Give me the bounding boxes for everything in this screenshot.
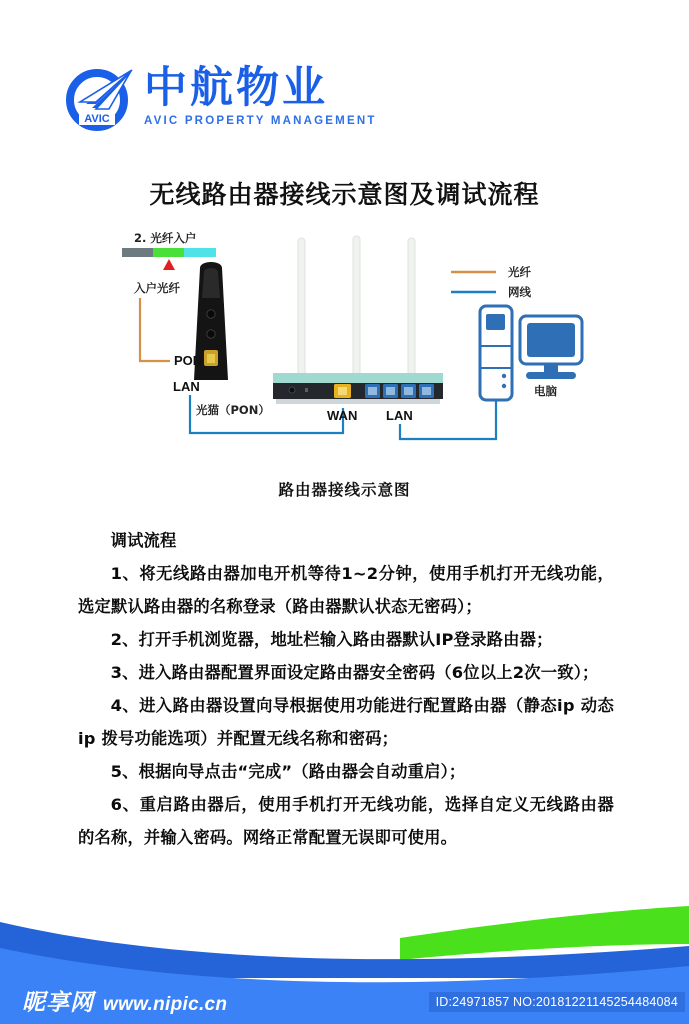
procedure-text-block bbox=[78, 524, 614, 854]
wiring-diagram bbox=[118, 228, 588, 443]
procedure-step: 2、打开手机浏览器，地址栏输入路由器默认IP登录路由器； bbox=[110, 630, 553, 649]
brand-header bbox=[62, 62, 377, 136]
asset-id-badge: ID:24971857 NO:20181221145254484084 bbox=[429, 992, 685, 1012]
modem-lan-label: LAN bbox=[173, 379, 200, 394]
step-label: 2. 光纤入户 bbox=[134, 231, 197, 245]
avic-logo-icon bbox=[62, 62, 136, 136]
figure-caption: 路由器接线示意图 bbox=[278, 481, 411, 499]
procedure-step: 6、重启路由器后，使用手机打开无线功能，选择自定义无线路由器的名称，并输入密码。网络正常配置无误即可使用。 bbox=[78, 795, 614, 847]
page-title: 无线路由器接线示意图及调试流程 bbox=[149, 180, 540, 209]
brand-name-cn: 中航物业 bbox=[144, 63, 328, 113]
modem-caption: 光猫（PON） bbox=[196, 403, 270, 417]
procedure-step: 4、进入路由器设置向导根据使用功能进行配置路由器（静态ip 动态ip 拨号功能选项）并配置无线名称和密码； bbox=[78, 696, 614, 748]
router-device-icon bbox=[273, 236, 443, 404]
avic-badge-text: AVIC bbox=[84, 113, 110, 125]
procedure-heading: 调试流程 bbox=[110, 531, 177, 550]
router-to-pc-cable bbox=[400, 400, 496, 439]
fiber-in-label: 入户光纤 bbox=[134, 281, 180, 295]
pc-tower-icon bbox=[480, 306, 512, 400]
brand-text-block bbox=[144, 62, 377, 127]
diagram-legend bbox=[451, 265, 531, 299]
router-wan-label: WAN bbox=[327, 408, 358, 423]
computer-label: 电脑 bbox=[534, 384, 557, 398]
router-lan-label: LAN bbox=[386, 408, 413, 423]
procedure-step: 5、根据向导点击“完成”（路由器会自动重启）； bbox=[110, 762, 466, 781]
procedure-step: 1、将无线路由器加电开机等待1~2分钟，使用手机打开无线功能，选定默认路由器的名称登录（路由器默认状态无密码）； bbox=[78, 564, 614, 616]
legend-label-fiber: 光纤 bbox=[508, 265, 531, 279]
monitor-icon bbox=[520, 316, 582, 379]
legend-label-net: 网线 bbox=[508, 285, 531, 299]
watermark-logo-text: 昵享网 bbox=[22, 990, 94, 1016]
fiber-cable-line bbox=[140, 298, 170, 361]
brand-name-en: AVIC PROPERTY MANAGEMENT bbox=[144, 115, 377, 128]
procedure-step: 3、进入路由器配置界面设定路由器安全密码（6位以上2次一致）； bbox=[110, 663, 599, 682]
modem-pon-label: PON bbox=[174, 353, 203, 368]
site-watermark bbox=[22, 992, 227, 1016]
progress-marker-icon bbox=[163, 259, 175, 270]
watermark-url: www.nipic.cn bbox=[103, 994, 228, 1015]
